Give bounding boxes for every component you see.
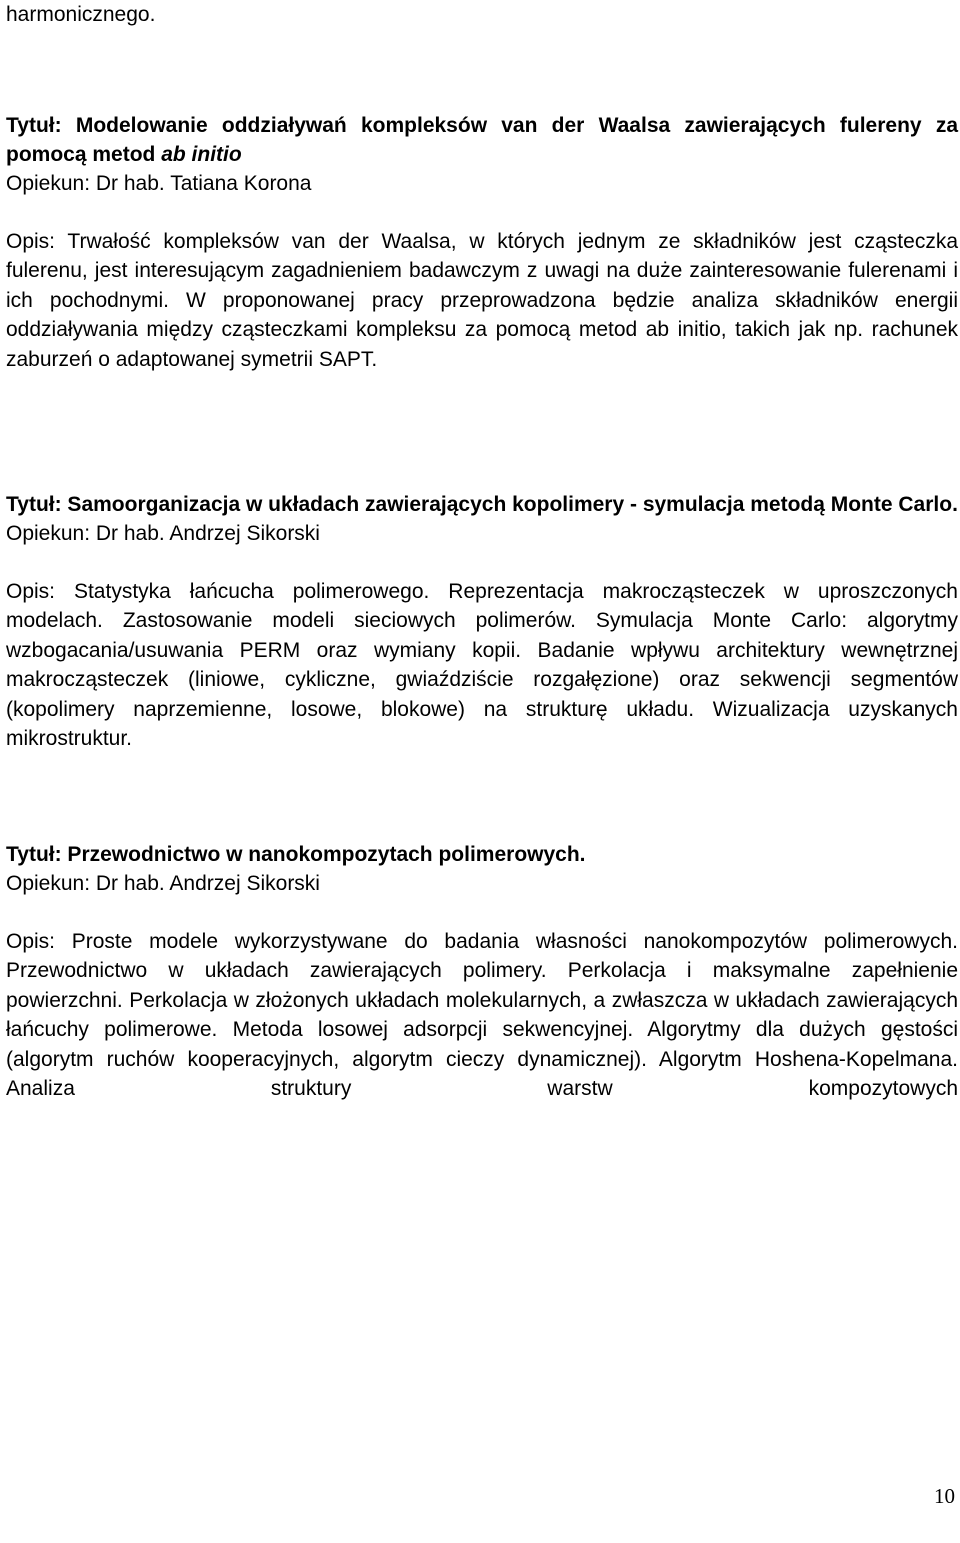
topic-supervisor: Opiekun: Dr hab. Andrzej Sikorski [6, 872, 320, 895]
topic-title: Tytuł: Przewodnictwo w nanokompozytach polimerowych. [6, 843, 586, 866]
topic-title: Tytuł: Samoorganizacja w układach zawierających kopolimery - symulacja metodą Monte Carlo. [6, 493, 958, 516]
topic-description: Opis: Proste modele wykorzystywane do badania własności nanokompozytów polimerowych. Przewodnictwo w układach zawierających polimery. Perkolacja i maksymalne zapełnienie powierzchni. Perkolacja w złożonych układach molekularnych, a zwłaszcza w układach zawierających łańcuchy polimerowe. Metoda losowej adsorpcji sekwencyjnej. Algorytmy dla dużych gęstości (algorytm ruchów kooperacyjnych, algorytm cieczy dynamicznej). Algorytm Hoshena-Kopelmana. Analiza struktury warstw kompozytowych [6, 930, 958, 1101]
topic-description: Opis: Statystyka łańcucha polimerowego. Reprezentacja makrocząsteczek w uproszczonych modelach. Zastosowanie modeli sieciowych polimerów. Symulacja Monte Carlo: algorytmy wzbogacania/usuwania PERM oraz wymiany kopii. Badanie wpływu architektury wewnętrznej makrocząsteczek (liniowe, cykliczne, gwiaździście rozgałęzione) oraz sekwencji segmentów (kopolimery naprzemienne, losowe, blokowe) na strukturę układu. Wizualizacja uzyskanych mikrostruktur. [6, 580, 958, 751]
page-number: 10 [934, 1484, 955, 1508]
topic-supervisor: Opiekun: Dr hab. Andrzej Sikorski [6, 522, 320, 545]
topic-section-1 [6, 111, 958, 374]
topic-description: Opis: Trwałość kompleksów van der Waalsa, w których jednym ze składników jest cząsteczka fulerenu, jest interesującym zagadnieniem badawczym z uwagi na duże zainteresowanie fulerenami i ich pochodnymi. W proponowanej pracy przeprowadzona będzie analiza składników energii oddziaływania między cząsteczkami kompleksu za pomocą metod ab initio, takich jak np. rachunek zaburzeń o adaptowanej symetrii SAPT. [6, 230, 958, 371]
topic-title-italic: ab initio [161, 143, 242, 166]
continuation-text: harmonicznego. [6, 3, 156, 26]
topic-title [6, 111, 958, 169]
topic-section-2 [6, 490, 958, 753]
topic-title-text: Tytuł: Modelowanie oddziaływań kompleksów van der Waalsa zawierających fulereny za pomocą metod [6, 114, 958, 166]
topic-supervisor: Opiekun: Dr hab. Tatiana Korona [6, 172, 312, 195]
topic-section-3 [6, 840, 958, 1103]
